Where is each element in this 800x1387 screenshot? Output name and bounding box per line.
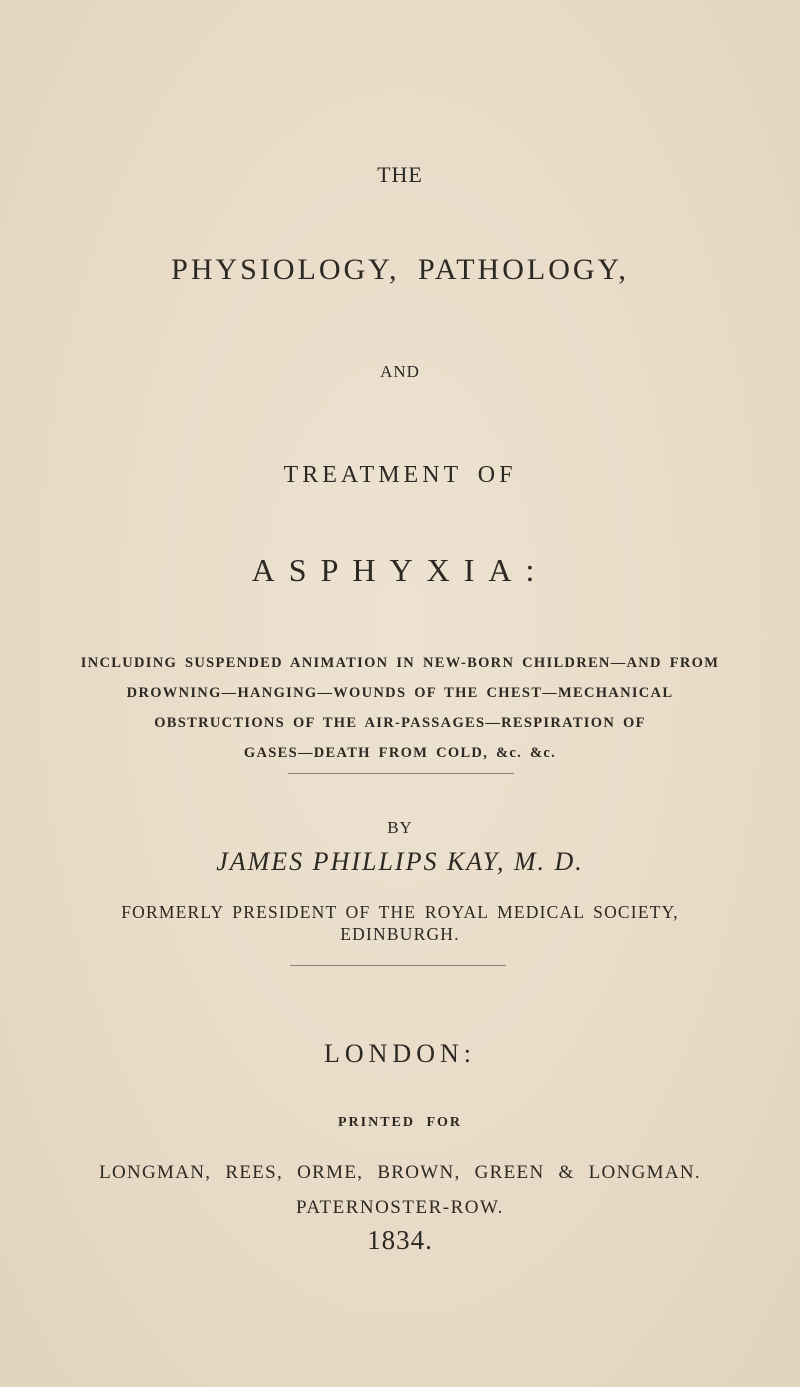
title-article: THE (377, 162, 423, 187)
subtitle-line: GASES—DEATH FROM COLD, &c. &c. (243, 745, 557, 761)
imprint-publishers: LONGMAN, REES, ORME, BROWN, GREEN & LONGMAN. (99, 1162, 701, 1183)
subtitle-line: INCLUDING SUSPENDED ANIMATION IN NEW-BORN CHILDREN—AND FROM (80, 655, 720, 671)
title-line-treatment: TREATMENT OF (283, 462, 517, 488)
imprint-street: PATERNOSTER-ROW. (296, 1197, 504, 1218)
byline-label: BY (387, 818, 413, 837)
subtitle-line: OBSTRUCTIONS OF THE AIR-PASSAGES—RESPIRATION OF (154, 715, 646, 731)
imprint-year: 1834. (367, 1225, 433, 1255)
author-position-line: EDINBURGH. (340, 924, 460, 944)
subtitle-line: DROWNING—HANGING—WOUNDS OF THE CHEST—MECHANICAL (126, 685, 674, 701)
title-line-physiology-pathology: PHYSIOLOGY, PATHOLOGY, (171, 253, 629, 286)
title-line-asphyxia: ASPHYXIA: (251, 552, 549, 588)
subtitle-block (0, 648, 800, 768)
divider-rule (288, 773, 514, 774)
author-position (0, 901, 800, 945)
divider-rule (290, 965, 506, 966)
imprint-printed-for: PRINTED FOR (337, 1115, 463, 1130)
title-conjunction: AND (380, 362, 420, 381)
author-name: JAMES PHILLIPS KAY, M. D. (216, 847, 584, 876)
imprint-city: LONDON: (324, 1039, 476, 1068)
author-position-line: FORMERLY PRESIDENT OF THE ROYAL MEDICAL SOCIETY, (121, 902, 679, 922)
